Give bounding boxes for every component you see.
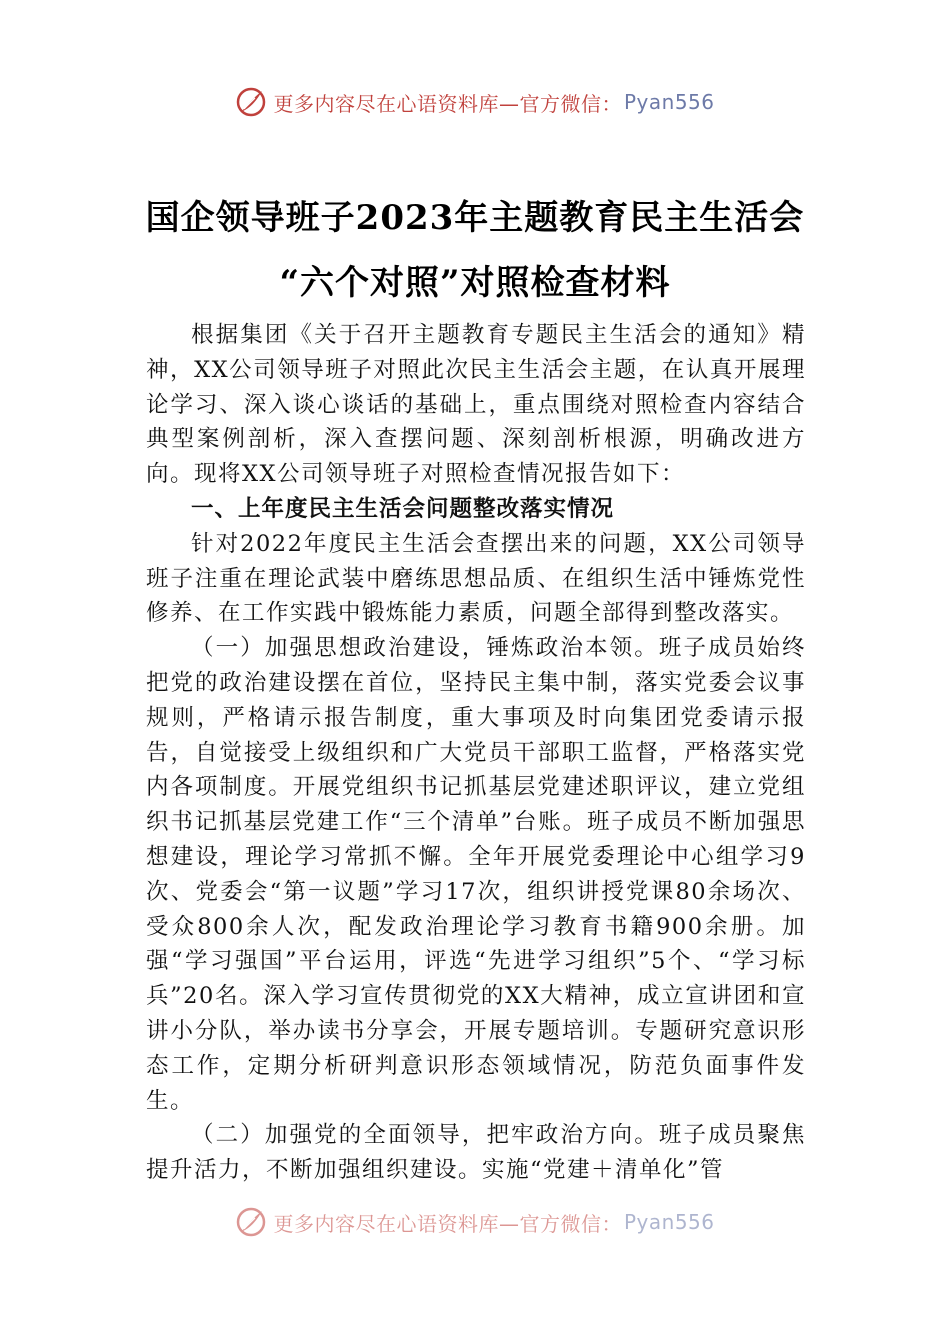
document-title-line2: “六个对照”对照检查材料 — [279, 263, 671, 303]
item-paragraph-2: （二）加强党的全面领导，把牢政治方向。班子成员聚焦提升活力，不断加强组织建设。实施“党建＋清单化”管 — [146, 1122, 806, 1184]
watermark-text: 更多内容尽在心语资料库—官方微信： — [273, 91, 622, 116]
watermark-contact: Pyan556 — [623, 90, 715, 114]
intro-paragraph: 根据集团《关于召开主题教育专题民主生活会的通知》精神，XX公司领导班子对照此次民主生活会主题，在认真开展理论学习、深入谈心谈话的基础上，重点围绕对照检查内容结合典型案例剖析，深入查摆问题、深刻剖析根源，明确改进方向。现将XX公司领导班子对照检查情况报告如下： — [146, 322, 806, 488]
watermark-text: 更多内容尽在心语资料库—官方微信： — [273, 1211, 622, 1236]
watermark-contact: Pyan556 — [623, 1210, 715, 1234]
feather-logo-icon — [235, 1206, 267, 1238]
section-heading: 一、上年度民主生活会问题整改落实情况 — [191, 495, 615, 522]
item-paragraph-1: （一）加强思想政治建设，锤炼政治本领。班子成员始终把党的政治建设摆在首位，坚持民主集中制，落实党委会议事规则，严格请示报告制度，重大事项及时向集团党委请示报告，自觉接受上级组织和广大党员干部职工监督，严格落实党内各项制度。开展党组织书记抓基层党建述职评议，建立党组织书记抓基层党建工作“三个清单”台账。班子成员不断加强思想建设，理论学习常抓不懈。全年开展党委理论中心组学习9次、党委会“第一议题”学习17次，组织讲授党课80余场次、受众800余人次，配发政治理论学习教育书籍900余册。加强“学习强国”平台运用，评选“先进学习组织”5个、“学习标兵”20名。深入学习宣传贯彻党的XX大精神，成立宣讲团和宣讲小分队，举办读书分享会，开展专题培训。专题研究意识形态工作，定期分析研判意识形态领域情况，防范负面事件发生。 — [146, 635, 806, 1114]
document-title-line1: 国企领导班子2023年主题教育民主生活会 — [145, 198, 805, 238]
section-paragraph: 针对2022年度民主生活会查摆出来的问题，XX公司领导班子注重在理论武装中磨练思想品质、在组织生活中锤炼党性修养、在工作实践中锻炼能力素质，问题全部得到整改落实。 — [146, 530, 806, 627]
watermark-footer — [0, 1202, 950, 1242]
watermark-header — [0, 82, 950, 122]
feather-logo-icon — [235, 86, 267, 118]
document-body — [146, 318, 806, 1188]
